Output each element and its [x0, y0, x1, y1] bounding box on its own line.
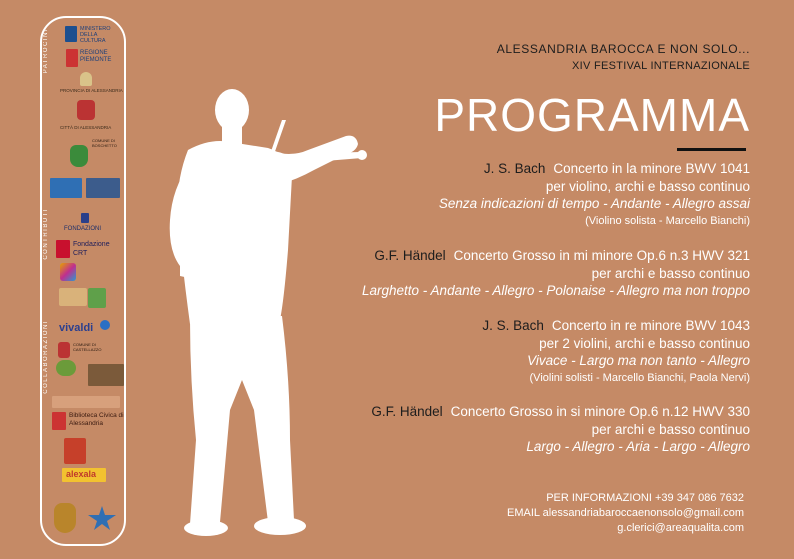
- work-title: Concerto Grosso in mi minore Op.6 n.3 HWV 321: [453, 248, 750, 263]
- provincia-logo: [80, 72, 92, 86]
- biblioteca-logo: [52, 412, 66, 430]
- comune-bosco-logo-text: COMUNE DI BOSCHETTO: [92, 138, 117, 148]
- comune-bosco-logo: [70, 145, 88, 167]
- composer-name: G.F. Händel: [374, 248, 446, 263]
- green-crest-logo: [56, 360, 76, 376]
- program-item: [362, 247, 750, 300]
- program-item: [482, 317, 750, 386]
- regione-logo-text: REGIONE PIEMONTE: [80, 50, 112, 63]
- contributi-label: CONTRIBUTI: [43, 208, 49, 260]
- citta-logo: [77, 100, 95, 120]
- ministero-logo-text: MINISTERO DELLA CULTURA: [80, 26, 111, 44]
- castle-logo: [88, 364, 124, 386]
- organization-name: ALESSANDRIA BAROCCA E NON SOLO...: [496, 42, 750, 56]
- work-title: Concerto in re minore BWV 1043: [551, 318, 750, 333]
- vivaldi-mark-icon: [100, 320, 110, 330]
- luoghi-logo: [59, 288, 87, 306]
- program-item: [439, 160, 750, 229]
- biblioteca-logo-text: Biblioteca Civica di Alessandria: [69, 412, 124, 427]
- phone-text: PER INFORMAZIONI +39 347 086 7632: [546, 492, 744, 504]
- castellazzo-logo-text: COMUNE DI CASTELLAZZO: [73, 342, 102, 352]
- work-title: Concerto in la minore BWV 1041: [553, 161, 750, 176]
- contact-info: [507, 491, 744, 536]
- bottom-crest-logo: [54, 503, 76, 533]
- composer-name: G.F. Händel: [371, 404, 443, 419]
- work-movements: Larghetto - Andante - Allegro - Polonaise - Allegro ma non troppo: [362, 283, 750, 298]
- email-link-secondary[interactable]: g.clerici@areaqualita.com: [617, 522, 744, 534]
- work-soloists: (Violino solista - Marcello Bianchi): [585, 214, 750, 227]
- alexala-logo: [62, 468, 106, 482]
- collaborazioni-label: COLLABORAZIONI: [43, 320, 49, 394]
- citta-logo-text: CITTÀ DI ALESSANDRIA: [60, 125, 112, 130]
- page-title: PROGRAMMA: [434, 89, 750, 141]
- provincia-logo-text: PROVINCIA DI ALESSANDRIA: [60, 88, 123, 93]
- star-logo-icon: [86, 504, 118, 532]
- regione-logo: [66, 49, 78, 67]
- work-scoring: per 2 violini, archi e basso continuo: [539, 335, 750, 351]
- diocese-logo: [52, 396, 120, 408]
- work-scoring: per violino, archi e basso continuo: [545, 178, 750, 194]
- composer-name: J. S. Bach: [482, 318, 544, 333]
- crt-logo-text: Fondazione CRT: [73, 241, 110, 257]
- castellazzo-logo: [58, 342, 70, 358]
- vivaldi-logo: vivaldi: [59, 322, 94, 334]
- work-soloists: (Violini solisti - Marcello Bianchi, Paola Nervi): [529, 371, 750, 384]
- work-movements: Largo - Allegro - Aria - Largo - Allegro: [526, 439, 750, 454]
- fondazioni-logo: [81, 213, 89, 223]
- fondazioni-logo-text: FONDAZIONI: [64, 226, 101, 232]
- composer-name: J. S. Bach: [483, 161, 546, 176]
- crt-logo: [56, 240, 70, 258]
- contributor-logo-2: [86, 178, 120, 198]
- work-movements: Senza indicazioni di tempo - Andante - Allegro assai: [438, 196, 750, 211]
- contributor-logo-1: [50, 178, 82, 198]
- email-link[interactable]: EMAIL alessandriabaroccaenonsolo@gmail.com: [507, 507, 744, 519]
- violin-poster-logo: [64, 438, 86, 464]
- work-movements: Vivace - Largo ma non tanto - Allegro: [527, 353, 750, 368]
- festival-edition: XIV FESTIVAL INTERNAZIONALE: [571, 60, 750, 72]
- green-a-logo: [88, 288, 106, 308]
- work-title: Concerto Grosso in si minore Op.6 n.12 HWV 330: [450, 404, 750, 419]
- ministero-logo: [65, 26, 77, 42]
- violinist-silhouette: [150, 80, 380, 540]
- title-underline: [677, 148, 746, 151]
- sponsor-sidebar: [40, 16, 126, 546]
- colorful-logo: [60, 263, 76, 281]
- patrocini-label: PATROCINI: [43, 28, 49, 74]
- work-scoring: per archi e basso continuo: [591, 265, 750, 281]
- program-item: [371, 403, 750, 456]
- work-scoring: per archi e basso continuo: [591, 421, 750, 437]
- alexala-logo-text: alexala: [66, 469, 97, 479]
